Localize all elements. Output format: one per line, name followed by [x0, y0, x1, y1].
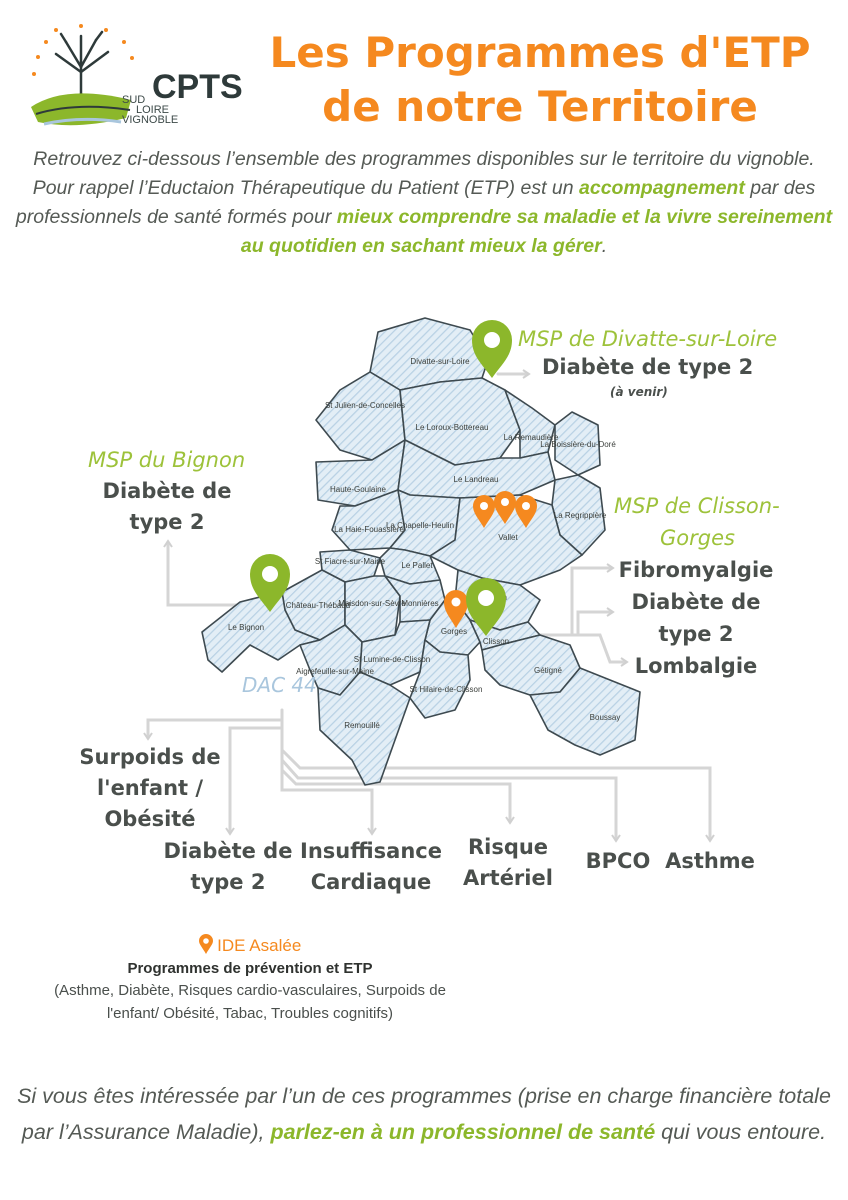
- dac-program-surpoids: [70, 742, 230, 835]
- msp-bignon-name: MSP du Bignon: [88, 448, 246, 472]
- intro-highlight-2: mieux comprendre sa maladie et la vivre sereinement au quotidien en sachant mieux la gérer: [240, 206, 833, 257]
- msp-divatte-note: (à venir): [610, 385, 668, 399]
- title-line-1: Les Programmes d'ETP: [269, 28, 811, 77]
- dac-program-line: Risque: [467, 835, 549, 859]
- msp-clisson-program-1: Fibromyalgie: [618, 558, 774, 582]
- town-label: Le Pallet: [401, 561, 433, 570]
- town-label: Gétigné: [533, 666, 563, 675]
- town-label: St Hilaire-de-Clisson: [409, 685, 483, 694]
- msp-clisson-name: [614, 490, 784, 554]
- map-communes: [202, 318, 640, 785]
- msp-divatte-name: MSP de Divatte-sur-Loire: [518, 327, 778, 351]
- msp-bignon-program-l2: type 2: [129, 510, 205, 534]
- town-label: Le Landreau: [453, 475, 499, 484]
- outro-highlight: parlez-en à un professionnel de santé: [270, 1120, 656, 1144]
- title-line-2: de notre Territoire: [322, 82, 758, 131]
- intro-text: [14, 145, 834, 261]
- ide-subtitle: Programmes de prévention et ETP: [127, 960, 373, 977]
- msp-divatte-program: Diabète de type 2: [542, 355, 754, 379]
- msp-clisson-programs: [606, 554, 786, 682]
- msp-clisson-program-3: type 2: [658, 622, 734, 646]
- dac-program-line: Cardiaque: [310, 870, 432, 894]
- dac-program-line: type 2: [190, 870, 266, 894]
- town-label: Le Loroux-Bottereau: [415, 423, 489, 432]
- dac-program-asthme: [660, 846, 760, 877]
- dac-program-line: Insuffisance: [300, 839, 442, 863]
- ide-description-l1: (Asthme, Diabète, Risques cardio-vasculaires, Surpoids de: [54, 982, 446, 999]
- logo-sub-1: SUD: [122, 94, 146, 106]
- dac-program-insuffisance: [296, 836, 446, 898]
- cpts-logo: [26, 22, 256, 132]
- intro-highlight-1: accompagnement: [579, 177, 745, 199]
- dac-program-line: Surpoids de: [79, 745, 221, 769]
- ide-description-l2: l'enfant/ Obésité, Tabac, Troubles cognitifs): [106, 1005, 394, 1022]
- logo-sub-3: VIGNOBLE: [122, 114, 179, 126]
- logo-name: CPTS: [152, 68, 243, 106]
- page-title: [250, 26, 830, 134]
- town-label: Gorges: [440, 627, 468, 636]
- town-label: St Fiacre-sur-Maine: [314, 557, 386, 566]
- dac-program-line: l'enfant /: [96, 776, 204, 800]
- location-pin-icon: [199, 934, 213, 954]
- commune-st-julien: [316, 372, 405, 460]
- dac-program-bpco: [582, 846, 654, 877]
- town-label: Clisson: [482, 637, 510, 646]
- msp-clisson-name-l2: Gorges: [660, 526, 735, 550]
- outro-text: [10, 1078, 838, 1150]
- msp-clisson-name-l1: MSP de Clisson-: [614, 494, 780, 518]
- town-label: St Lumine-de-Clisson: [353, 655, 431, 664]
- town-label: La Boissière-du-Doré: [540, 440, 616, 449]
- town-label: Monnières: [401, 599, 439, 608]
- dac-program-risque: [450, 832, 566, 894]
- msp-bignon-program-l1: Diabète de: [102, 479, 232, 503]
- dac-program-line: Asthme: [665, 849, 755, 873]
- dac-program-line: Artériel: [463, 866, 553, 890]
- ide-title-row: [199, 934, 302, 956]
- town-label: La Haie-Fouassière: [334, 525, 404, 534]
- town-label: Boussay: [589, 713, 621, 722]
- town-label: Remouillé: [344, 721, 380, 730]
- ide-title: IDE Asalée: [217, 936, 302, 955]
- town-label: La Chapelle-Heulin: [385, 521, 455, 530]
- town-label: Maisdon-sur-Sèvre: [338, 599, 406, 608]
- town-label: St Julien-de-Concelles: [324, 401, 406, 410]
- town-label: La Remaudière: [503, 433, 559, 442]
- dac-program-line: Diabète de: [163, 839, 293, 863]
- town-label: Divatte-sur-Loire: [410, 357, 470, 366]
- intro-part-2: par des professionnels de santé formés pour: [15, 177, 816, 228]
- msp-clisson-program-4: Lombalgie: [634, 654, 758, 678]
- dac-program-diabete: [156, 836, 300, 898]
- msp-clisson-program-2: Diabète de: [631, 590, 761, 614]
- ide-block: [0, 934, 500, 1025]
- ide-description: [0, 979, 500, 1025]
- msp-bignon-program: [82, 476, 252, 538]
- town-label: Haute-Goulaine: [329, 485, 387, 494]
- town-label: La Regrippière: [553, 511, 607, 520]
- logo-sub-2: LOIRE: [136, 104, 170, 116]
- intro-part-1: Retrouvez ci-dessous l’ensemble des programmes disponibles sur le territoire du vignoble. Pour rappel l’Eductaion Thérapeutique du Patient (ETP) est un: [32, 148, 815, 199]
- intro-part-3: .: [601, 235, 608, 257]
- dac-program-line: Obésité: [104, 807, 196, 831]
- town-label: Vallet: [498, 533, 518, 542]
- outro-part-1: Si vous êtes intéressée par l’un de ces programmes (prise en charge financière totale par l’Assurance Maladie),: [17, 1084, 831, 1144]
- town-label: Le Bignon: [227, 623, 265, 632]
- dac-name: DAC 44: [242, 673, 317, 697]
- town-label: Château-Thébaud: [285, 601, 351, 610]
- town-label: Aigrefeuille-sur-Maine: [296, 667, 374, 676]
- outro-part-2: qui vous entoure.: [655, 1120, 827, 1144]
- dac-program-line: BPCO: [585, 849, 651, 873]
